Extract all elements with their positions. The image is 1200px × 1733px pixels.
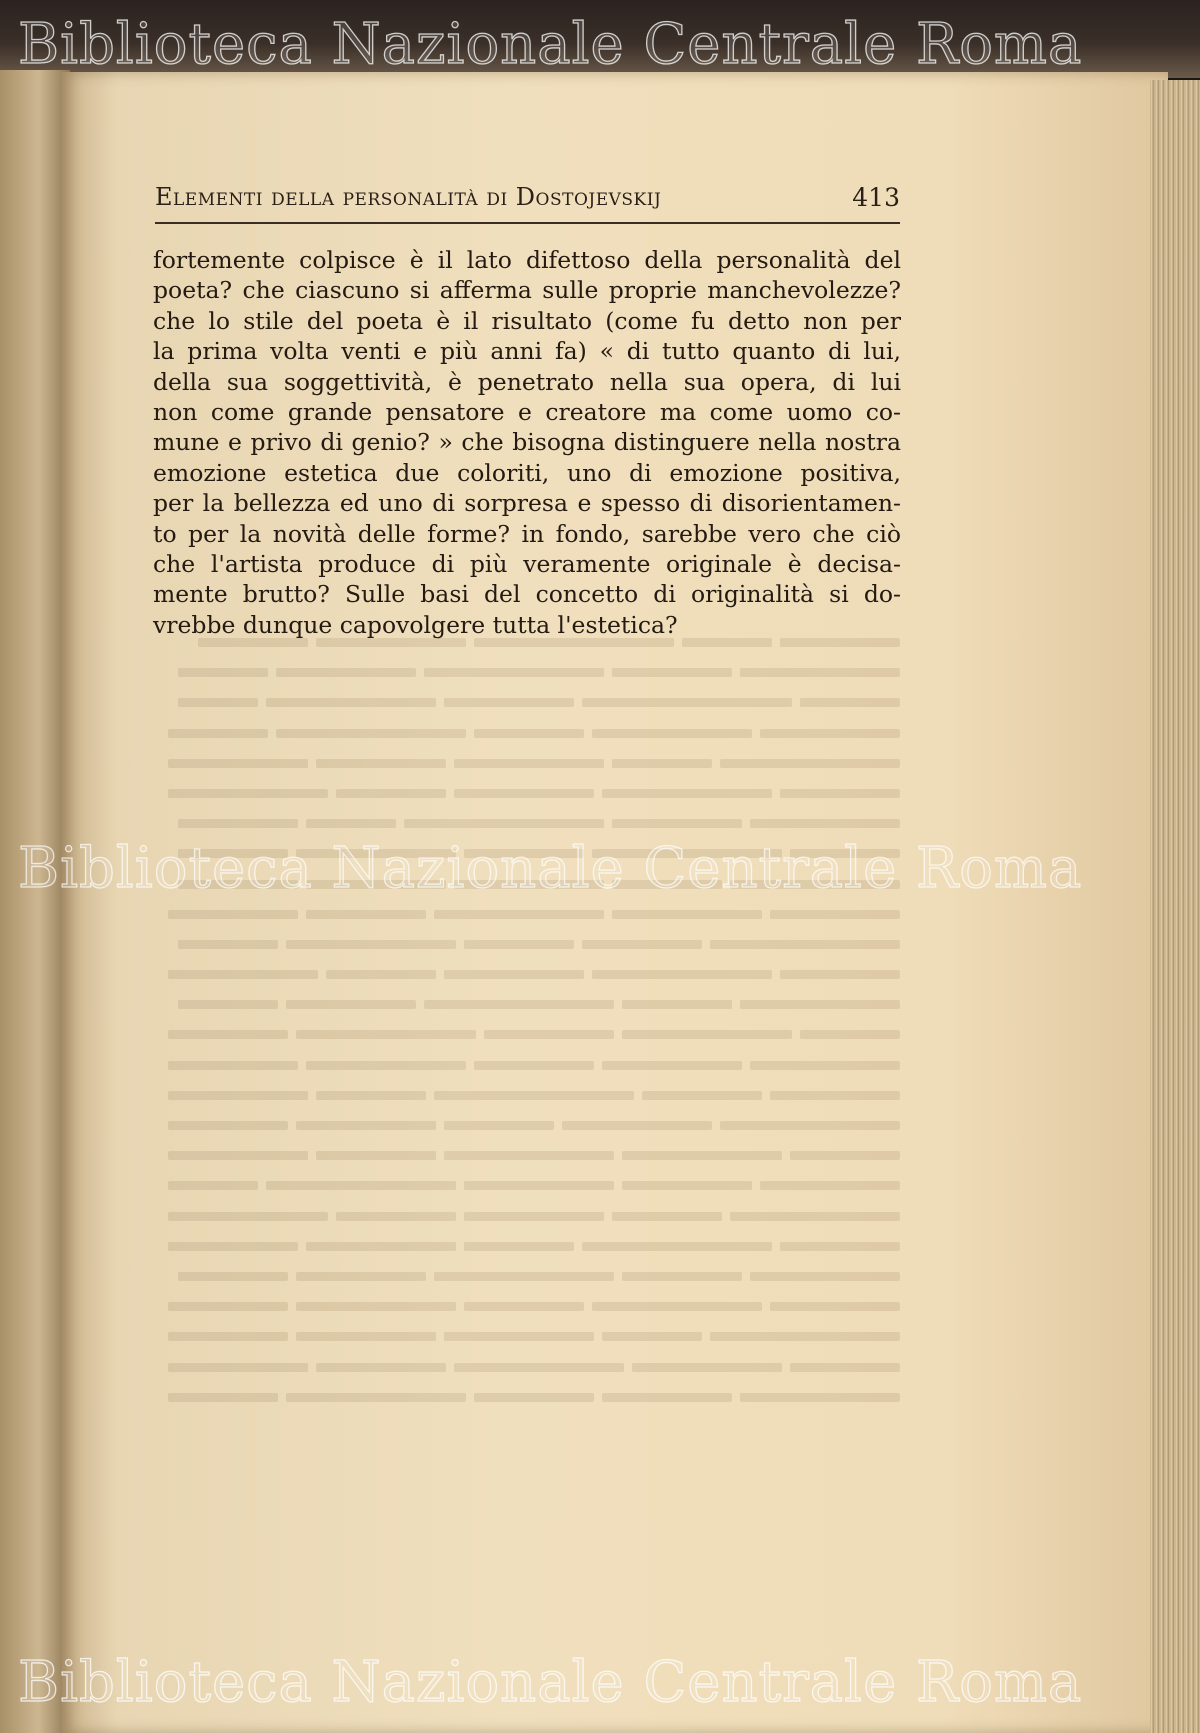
text-line: to per la novità delle forme? in fondo, sarebbe vero che ciò <box>153 519 901 548</box>
text-line: non come grande pensatore e creatore ma come uomo co- <box>153 398 901 427</box>
header-rule <box>155 222 900 224</box>
text-line: poeta? che ciascuno si afferma sulle proprie manchevolezze? <box>153 276 901 305</box>
text-line: mune e privo di genio? » che bisogna distinguere nella nostra <box>153 428 901 457</box>
running-title: Elementi della personalità di Dostojevskij <box>155 183 662 211</box>
facing-page-edge <box>0 70 70 1733</box>
watermark-middle: Biblioteca Nazionale Centrale Roma <box>18 836 1083 901</box>
text-line: fortemente colpisce è il lato difettoso della personalità del <box>153 246 901 274</box>
page-number: 413 <box>852 183 900 212</box>
text-line: che lo stile del poeta è il risultato (come fu detto non per <box>153 306 901 335</box>
running-header <box>155 183 900 223</box>
text-line: vrebbe dunque capovolgere tutta l'estetica? <box>153 610 678 639</box>
text-line: della sua soggettività, è penetrato nella sua opera, di lui <box>153 367 901 396</box>
page-stack-edge <box>1150 80 1200 1733</box>
watermark-top: Biblioteca Nazionale Centrale Roma <box>18 12 1083 77</box>
bleed-through-text <box>140 625 900 1410</box>
watermark-bottom: Biblioteca Nazionale Centrale Roma <box>18 1650 1083 1715</box>
body-text <box>153 245 901 640</box>
text-line: la prima volta venti e più anni fa) « di tutto quanto di lui, <box>153 337 901 366</box>
text-line: che l'artista produce di più veramente originale è decisa- <box>153 550 901 579</box>
text-line: per la bellezza ed uno di sorpresa e spesso di disorientamen- <box>153 489 901 518</box>
text-line: mente brutto? Sulle basi del concetto di originalità si do- <box>153 580 901 609</box>
text-line: emozione estetica due coloriti, uno di emozione positiva, <box>153 458 901 487</box>
